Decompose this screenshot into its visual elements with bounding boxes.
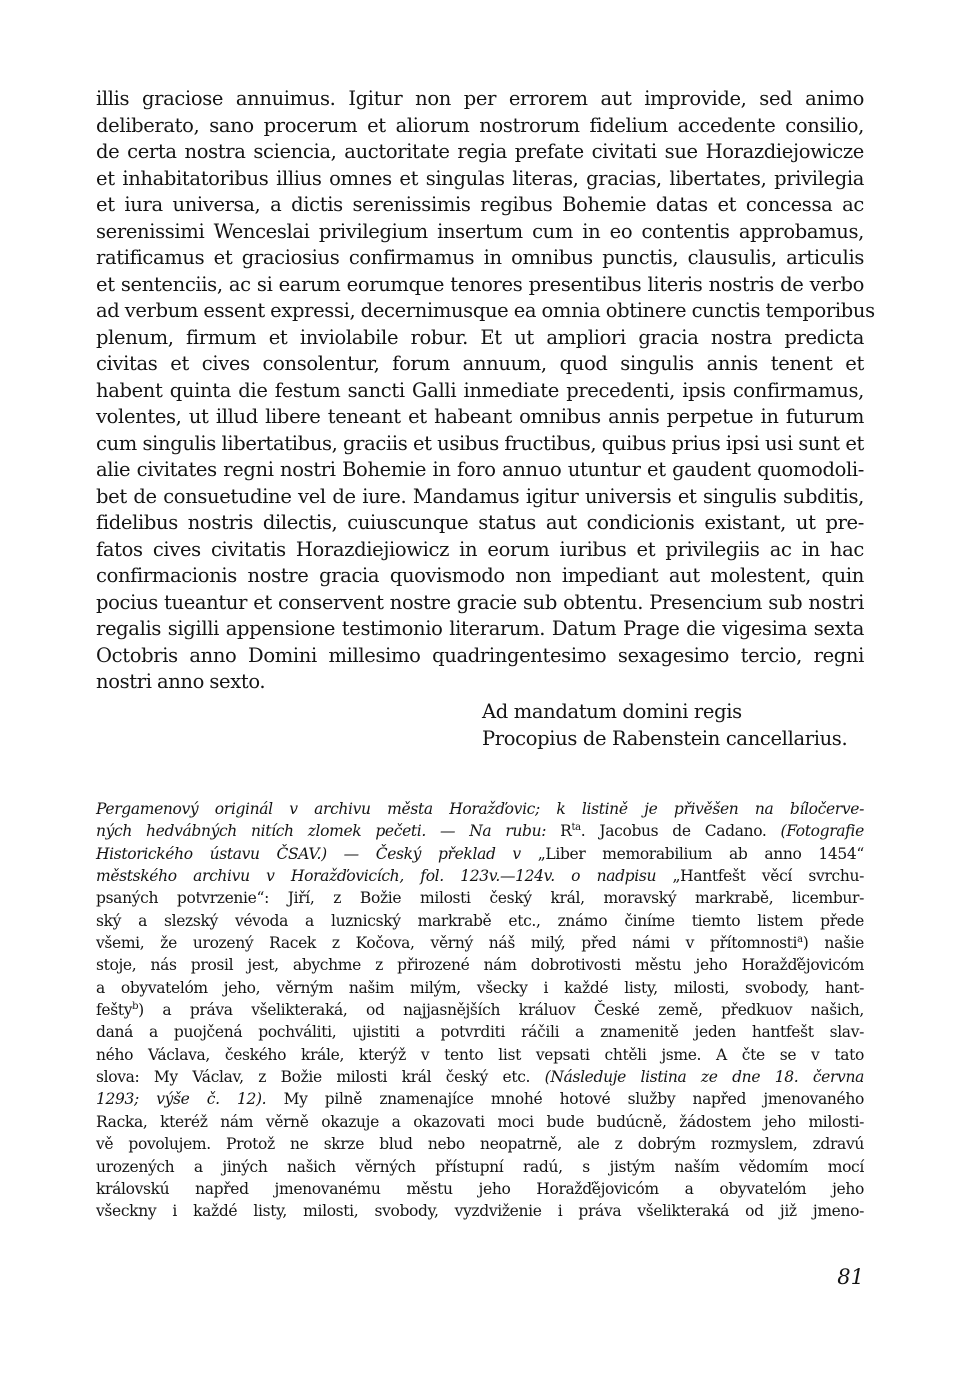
text-line: cum singulis libertatibus, graciis et usibus fructibus, quibus prius ipsi usi sunt et xyxy=(96,431,864,455)
signature-block xyxy=(482,698,864,752)
note-line xyxy=(96,932,864,954)
text-line: plenum, firmum et inviolabile robur. Et ut ampliori gracia nostra predicta xyxy=(96,325,864,349)
note-line: a obyvatelóm jeho, věrným našim milým, všecky i každé listy, milosti, svobody, hant- xyxy=(96,978,864,997)
page-number: 81 xyxy=(837,1265,864,1289)
text-line: et sentenciis, ac si earum eorumque tenores presentibus literis nostris de verbo xyxy=(96,272,864,296)
note-italic: městského archivu v Horažďovicích, fol. 123v.—124v. o nadpisu xyxy=(96,867,657,886)
text-line: confirmacionis nostre gracia quovismodo non impediant aut molestent, quin xyxy=(96,564,864,587)
note-line: vě povolujem. Protož ne skrze blud nebo neopatrně, ale z dobrým rozmyslem, zdravú xyxy=(96,1135,864,1154)
note-text: všemi, že urozený Racek z Kočova, věrný náš milý, před námi v přítomnosti xyxy=(96,934,798,953)
text-line: bet de consuetudine vel de iure. Mandamus igitur universis et singulis subditis, xyxy=(96,484,864,508)
note-line: královskú napřed jmenovanému městu jeho Horažďějovicóm a obyvatelóm jeho xyxy=(96,1179,864,1198)
text-line: pocius tueantur et conservent nostre gracie sub obtentu. Presencium sub nostri xyxy=(96,590,864,614)
text-line: civitas et cives consolentur, forum annuum, quod singulis annis tenent et xyxy=(96,352,864,375)
note-text: ) našie xyxy=(802,934,864,953)
note-line: všeckny i každé listy, milosti, svobody, vyzdviženie i práva všelikteraká od již jmeno- xyxy=(96,1202,864,1221)
text-line: fatos cives civitatis Horazdiejiowicz in eorum iuribus et privilegiis ac in hac xyxy=(96,537,864,561)
note-line xyxy=(96,865,864,887)
note-superscript: ta xyxy=(571,822,581,834)
note-line: Racka, kteréž nám věrně okazuje a okazovati moci bude budúcně, žádostem jeho milosti- xyxy=(96,1112,864,1131)
text-line: fidelibus nostris dilectis, cuiuscunque status aut condicionis existant, ut pre- xyxy=(96,511,864,534)
note-line xyxy=(96,1088,864,1110)
note-italic: (Fotografie xyxy=(766,822,864,841)
text-line: nostri anno sexto. xyxy=(96,670,266,693)
note-line: ného Václava, českého krále, kterýž v tento list vepsati chtěli jsme. A čte se v tato xyxy=(96,1045,864,1064)
note-text: My pilně znamenajíce mnohé hotové služby napřed jmenovaného xyxy=(266,1090,864,1109)
note-italic: (Následuje listina ze dne 18. června xyxy=(530,1068,864,1087)
note-line: daná a puojčená pochváliti, ujistiti a potvrditi ráčili a znamenitě jeden hantfešt slav- xyxy=(96,1023,864,1042)
charter-text xyxy=(96,86,875,696)
note-italic: 1293; výše č. 12). xyxy=(96,1090,267,1109)
note-text: „Hantfešt věcí svrchu- xyxy=(656,867,864,886)
text-line: Octobris anno Domini millesimo quadringentesimo sexagesimo tercio, regni xyxy=(96,643,864,667)
note-italic: ných hedvábných nitích zlomek pečeti. — Na rubu: xyxy=(96,822,547,841)
text-line: serenissimi Wenceslai privilegium insertum cum in eo contentis approbamus, xyxy=(96,219,864,243)
note-line xyxy=(96,843,864,865)
note-text: . Jacobus de Cadano. xyxy=(580,822,767,841)
note-line: stoje, nás prosil jest, abychme z přirozené nám dobrotivosti městu jeho Horažďějovicóm xyxy=(96,956,864,975)
note-line: ský a slezský vévoda a luznicský markrabě etc., známo činíme tiemto listem přede xyxy=(96,911,864,930)
text-line: et inhabitatoribus illius omnes et singulas literas, gracias, libertates, privilegia xyxy=(96,166,864,190)
signature-mandate: Ad mandatum domini regis xyxy=(482,699,742,723)
note-text: slova: My Václav, z Božie milosti král český etc. xyxy=(96,1068,531,1087)
text-line: habent quinta die festum sancti Galli inmediate precedenti, ipsis confirmamus, xyxy=(96,378,864,402)
note-text: R xyxy=(546,822,572,841)
note-line xyxy=(96,1066,864,1088)
note-line: urozených a jiných našich věrných přístupní radú, s jistým naším vědomím mocí xyxy=(96,1157,864,1176)
note-text: fešty xyxy=(96,1001,133,1020)
text-line: alie civitates regni nostri Bohemie in foro annuo utuntur et gaudent quomodoli- xyxy=(96,458,864,481)
text-line: illis graciose annuimus. Igitur non per errorem aut improvide, sed animo xyxy=(96,87,864,110)
text-line: ratificamus et graciosius confirmamus in omnibus punctis, clausulis, articulis xyxy=(96,246,864,269)
text-line: de certa nostra sciencia, auctoritate regia prefate civitati sue Horazdiejowicze xyxy=(96,140,864,163)
note-text: ) a práva všelikteraká, od najjasnějších králuov České země, předkuov našich, xyxy=(138,1001,864,1020)
note-line xyxy=(96,999,864,1021)
text-line: deliberato, sano procerum et aliorum nostrorum fidelium accedente consilio, xyxy=(96,113,864,137)
editorial-note xyxy=(96,798,864,1223)
note-text: „Liber memorabilium ab anno 1454“ xyxy=(520,844,864,863)
note-italic: Historického ústavu ČSAV.) — Český překlad v xyxy=(96,844,521,863)
note-superscript: a xyxy=(797,934,803,946)
note-line xyxy=(96,798,864,820)
signature-chancellor: Procopius de Rabenstein cancellarius. xyxy=(482,726,848,750)
note-line xyxy=(96,820,864,842)
document-page xyxy=(96,86,875,752)
text-line: ad verbum essent expressi, decernimusque ea omnia obtinere cunctis temporibus xyxy=(96,299,875,322)
text-line: volentes, ut illud libere teneant et habeant omnibus annis perpetue in futurum xyxy=(96,405,864,428)
note-line: psaných potvrzenie“: Jiří, z Božie milosti český král, moravský markrabě, licembur- xyxy=(96,889,864,908)
text-line: regalis sigilli appensione testimonio literarum. Datum Prage die vigesima sexta xyxy=(96,617,864,640)
note-superscript: b xyxy=(132,1001,139,1013)
note-italic: Pergamenový originál v archivu města Horažďovic; k listině je přivěšen na bíločerve- xyxy=(96,800,864,818)
text-line: et iura universa, a dictis serenissimis regibus Bohemie datas et concessa ac xyxy=(96,193,864,216)
